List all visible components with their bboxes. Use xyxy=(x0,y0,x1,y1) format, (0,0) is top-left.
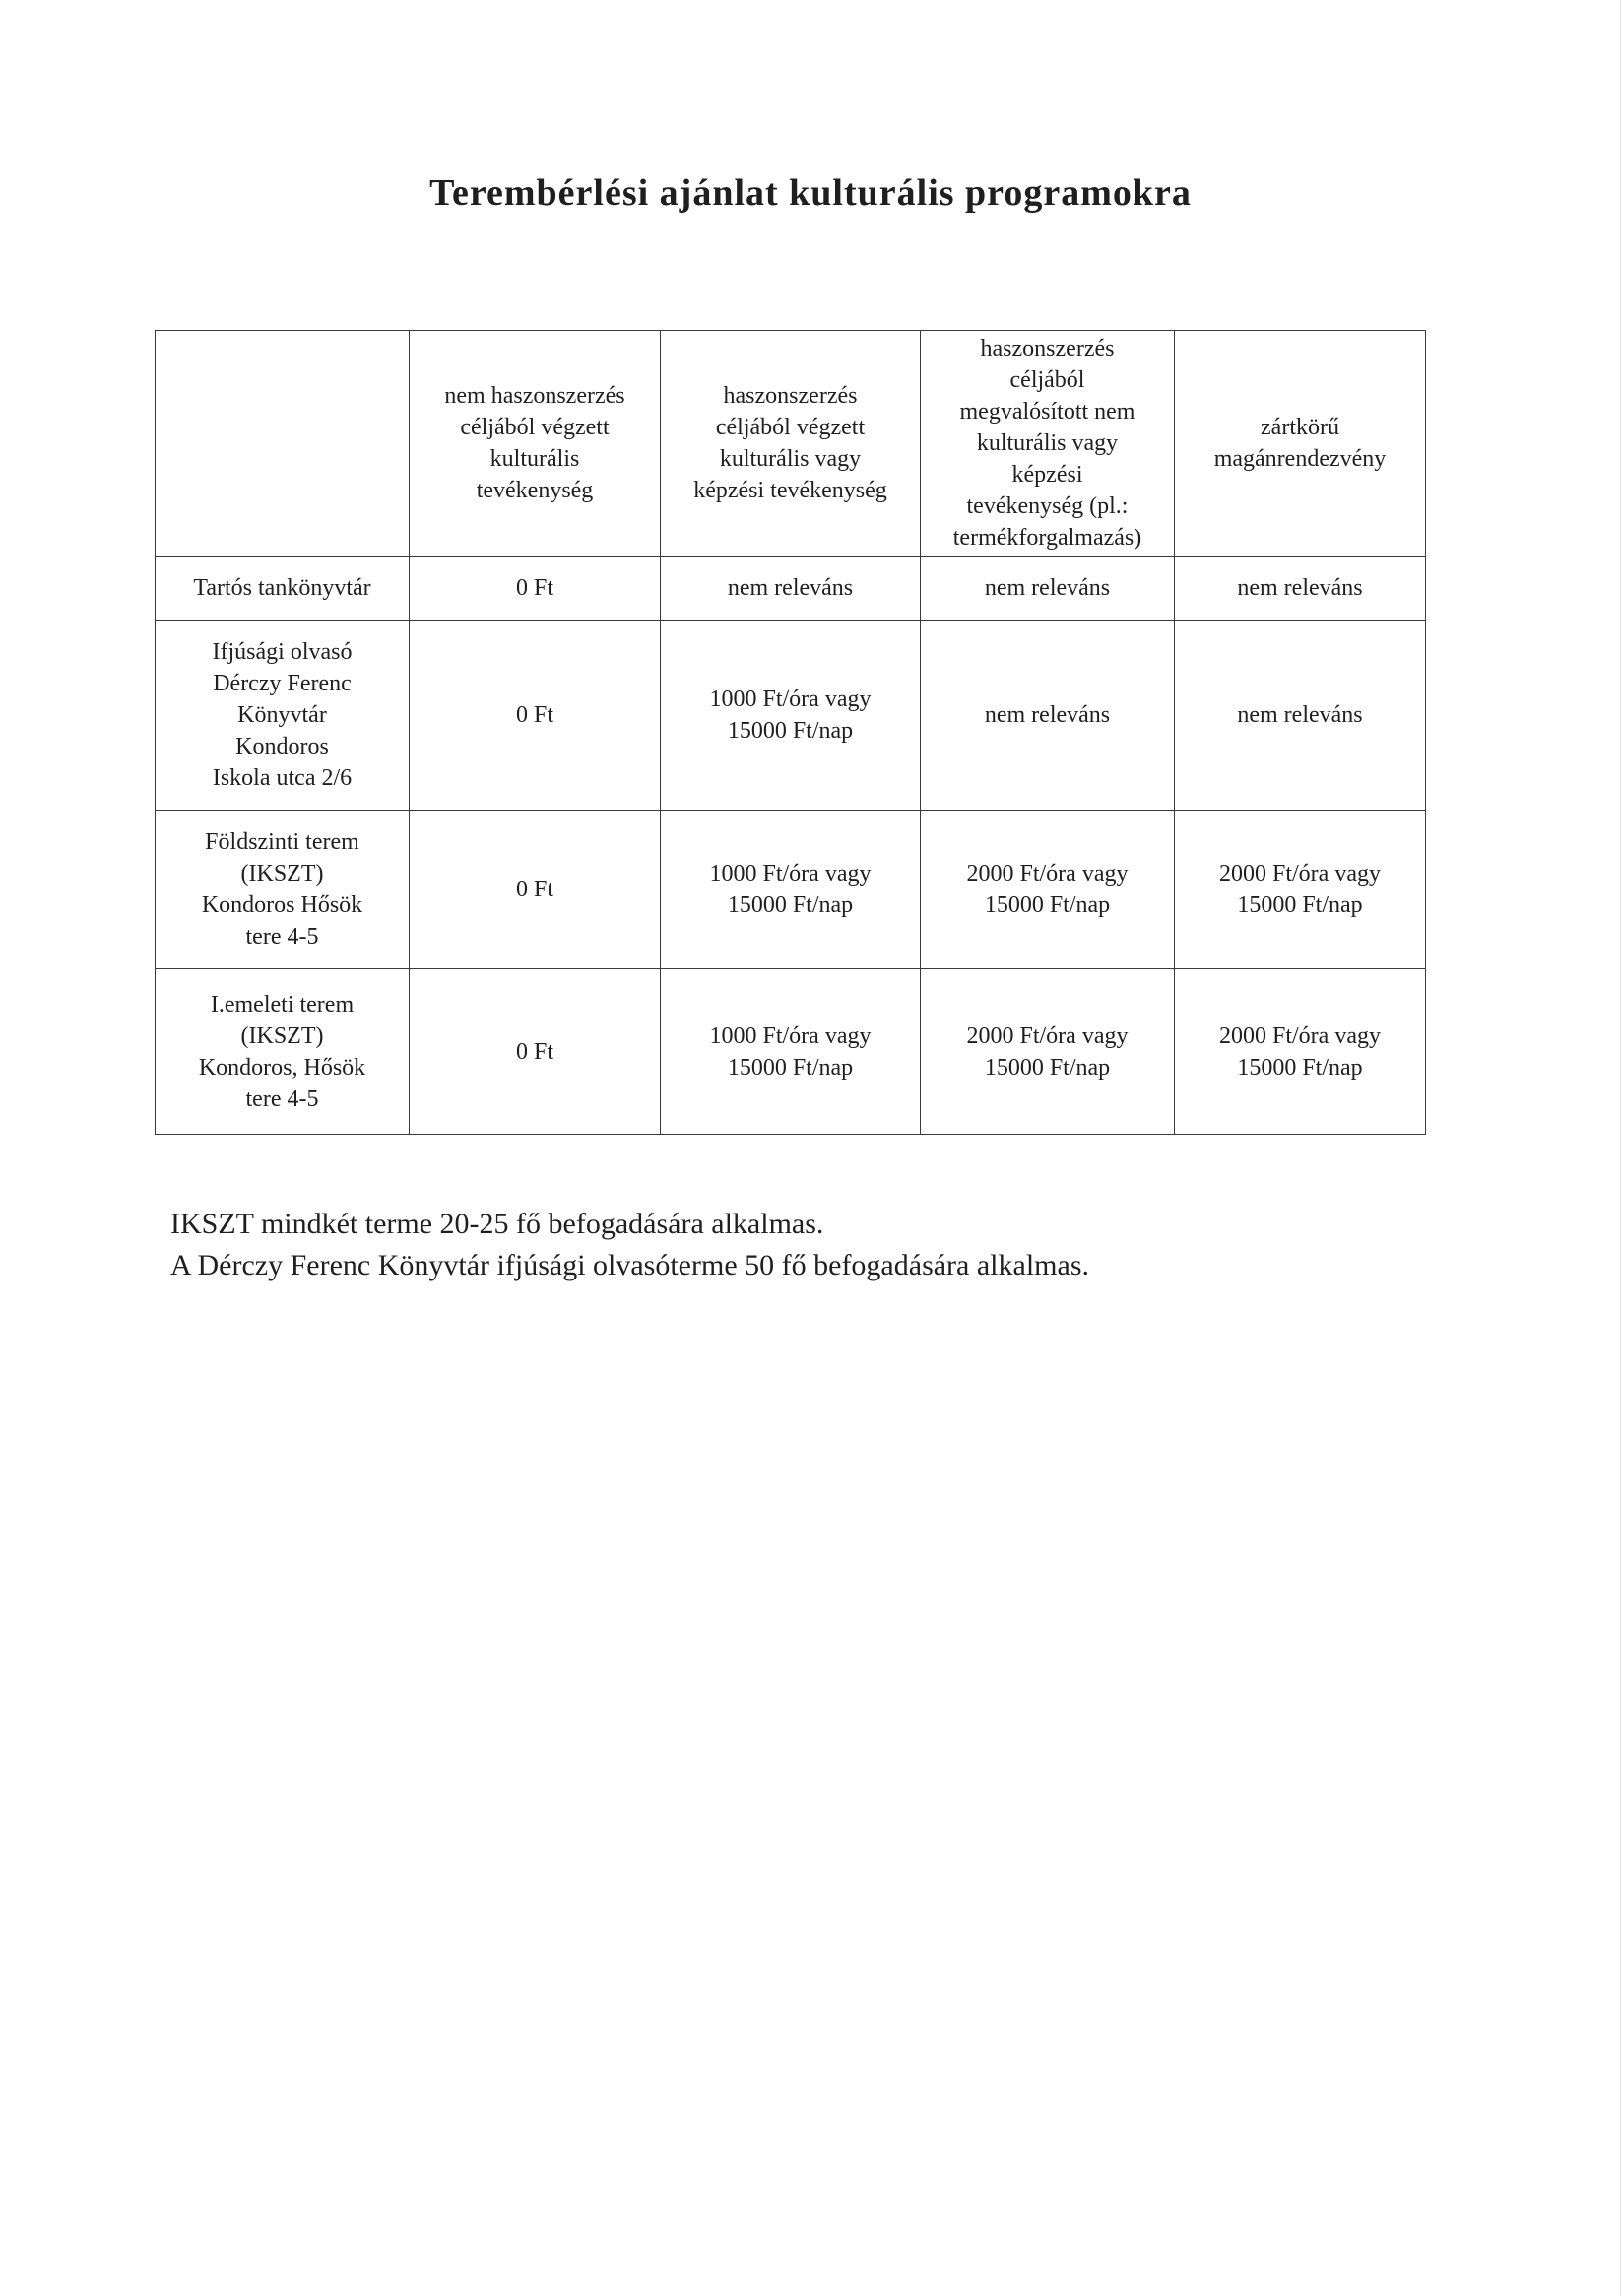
room-name-cell: Földszinti terem (IKSZT) Kondoros Hősök tere 4-5 xyxy=(156,811,410,969)
table-row xyxy=(156,969,1426,1135)
price-cell: 0 Ft xyxy=(410,621,661,811)
price-cell: 2000 Ft/óra vagy 15000 Ft/nap xyxy=(921,811,1175,969)
price-cell: 1000 Ft/óra vagy 15000 Ft/nap xyxy=(661,621,921,811)
note-ikszt-capacity: IKSZT mindkét terme 20-25 fő befogadására alkalmas. xyxy=(170,1208,824,1240)
room-name-cell: Tartós tankönyvtár xyxy=(156,557,410,621)
room-name-cell: Ifjúsági olvasó Dérczy Ferenc Könyvtár Kondoros Iskola utca 2/6 xyxy=(156,621,410,811)
note-library-capacity: A Dérczy Ferenc Könyvtár ifjúsági olvasóterme 50 fő befogadására alkalmas. xyxy=(170,1249,1089,1281)
header-cell-profit-cultural: haszonszerzés céljából végzett kulturális vagy képzési tevékenység xyxy=(661,331,921,557)
table-row xyxy=(156,621,1426,811)
capacity-notes xyxy=(170,1204,1089,1286)
price-cell: 0 Ft xyxy=(410,811,661,969)
table-row xyxy=(156,557,1426,621)
price-cell: 1000 Ft/óra vagy 15000 Ft/nap xyxy=(661,811,921,969)
table-row xyxy=(156,811,1426,969)
table-header-row xyxy=(156,331,1426,557)
price-cell: nem releváns xyxy=(661,557,921,621)
price-cell: 2000 Ft/óra vagy 15000 Ft/nap xyxy=(921,969,1175,1135)
price-cell: nem releváns xyxy=(921,621,1175,811)
rental-price-table xyxy=(155,330,1426,1135)
header-cell-profit-noncultural: haszonszerzés céljából megvalósított nem kulturális vagy képzési tevékenység (pl.: termékforgalmazás) xyxy=(921,331,1175,557)
price-cell: 2000 Ft/óra vagy 15000 Ft/nap xyxy=(1175,811,1426,969)
room-name-cell: I.emeleti terem (IKSZT) Kondoros, Hősök tere 4-5 xyxy=(156,969,410,1135)
price-cell: 0 Ft xyxy=(410,557,661,621)
price-cell: nem releváns xyxy=(921,557,1175,621)
header-cell-nonprofit-cultural: nem haszonszerzés céljából végzett kulturális tevékenység xyxy=(410,331,661,557)
price-cell: 0 Ft xyxy=(410,969,661,1135)
price-cell: 1000 Ft/óra vagy 15000 Ft/nap xyxy=(661,969,921,1135)
header-cell-empty xyxy=(156,331,410,557)
header-cell-private-event: zártkörű magánrendezvény xyxy=(1175,331,1426,557)
page-title: Terembérlési ajánlat kulturális programokra xyxy=(429,172,1192,214)
price-cell: nem releváns xyxy=(1175,557,1426,621)
price-cell: 2000 Ft/óra vagy 15000 Ft/nap xyxy=(1175,969,1426,1135)
price-cell: nem releváns xyxy=(1175,621,1426,811)
